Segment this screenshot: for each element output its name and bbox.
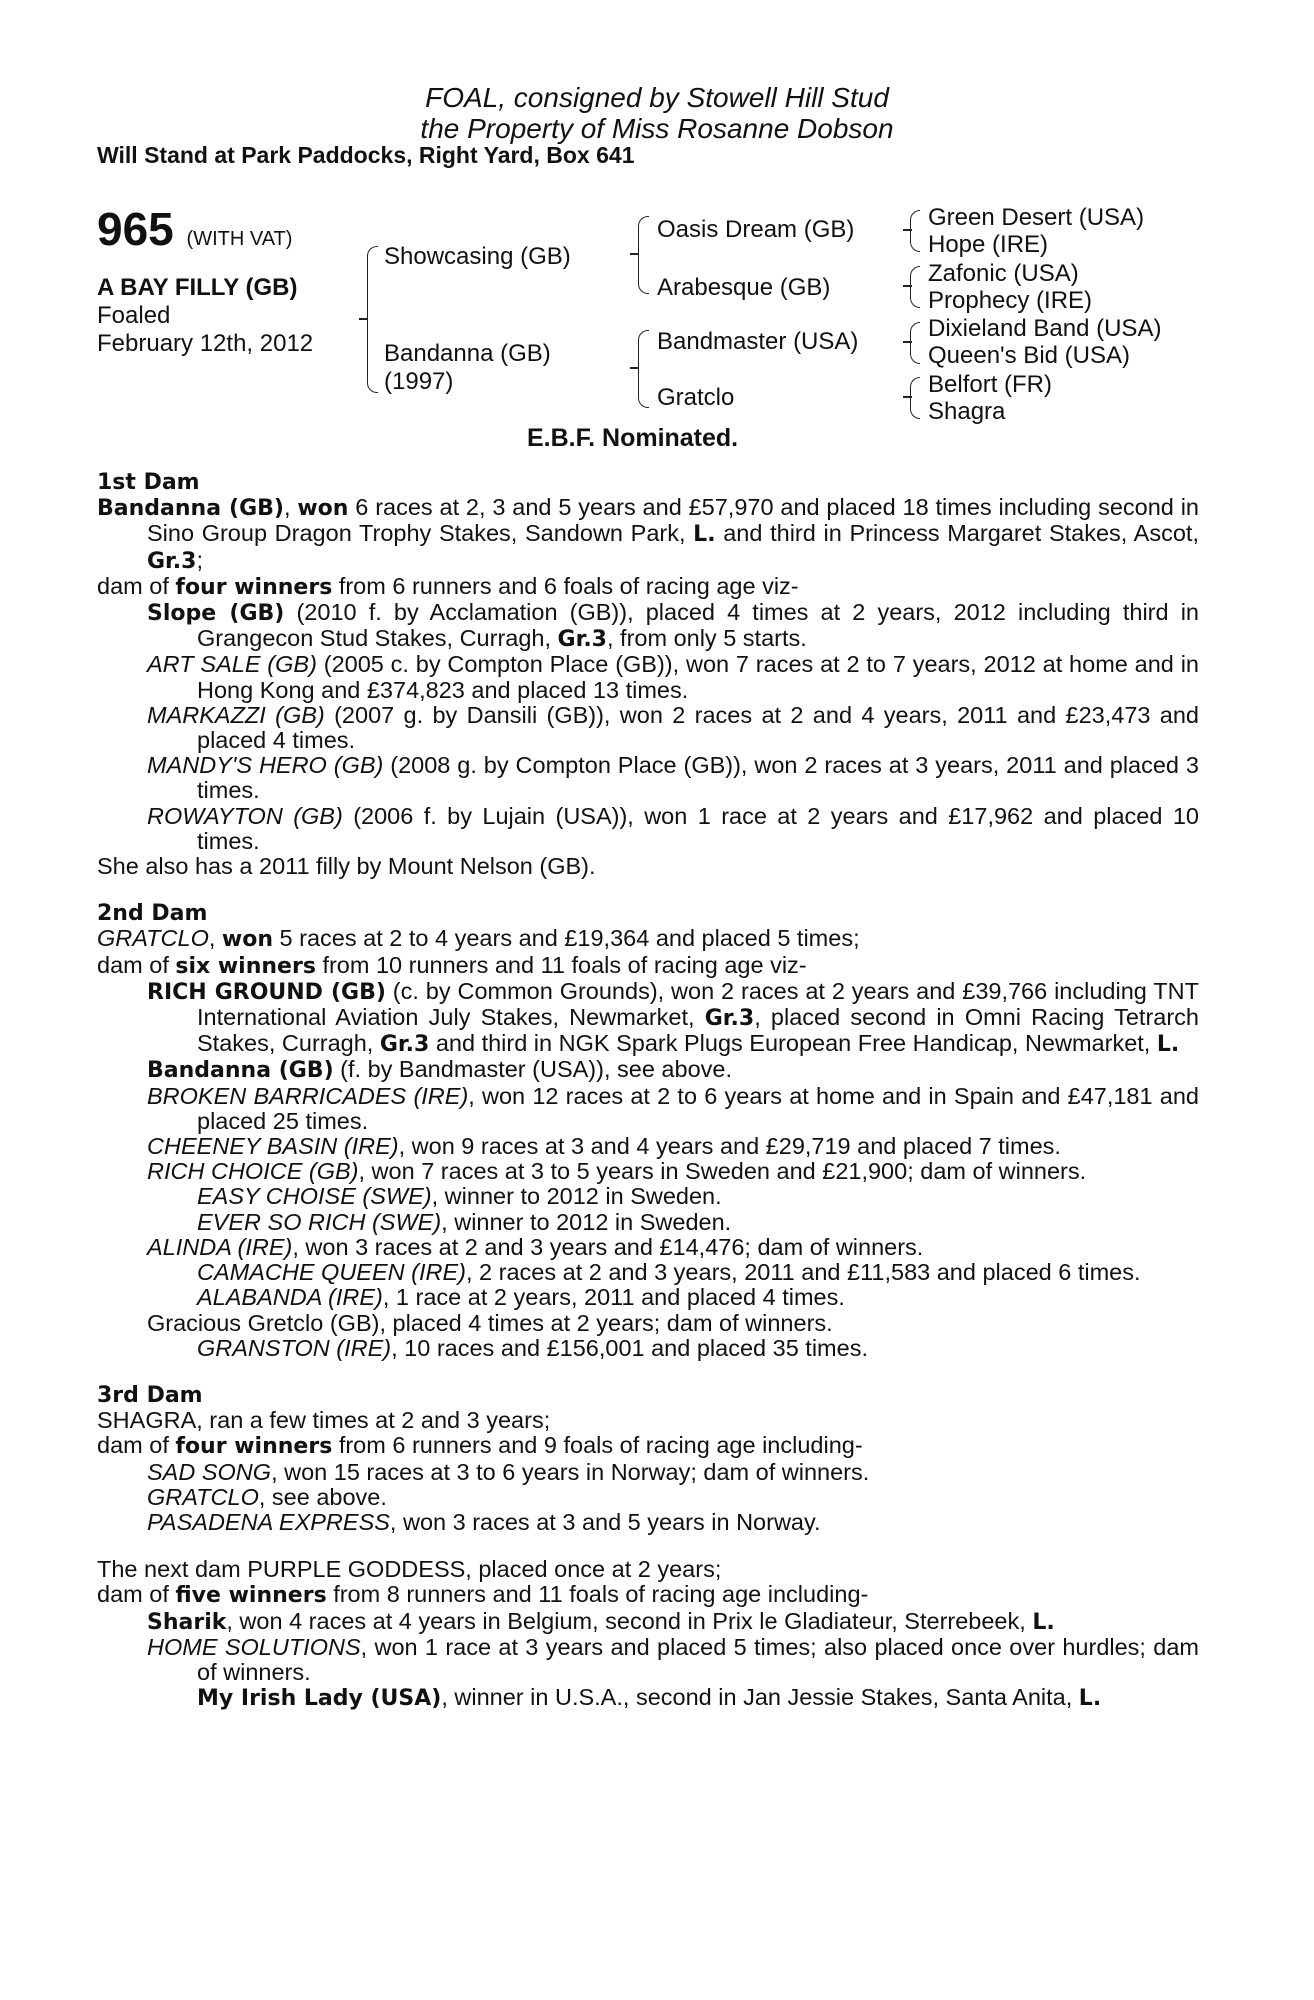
property-line: the Property of Miss Rosanne Dobson: [420, 113, 894, 144]
stand-location: Will Stand at Park Paddocks, Right Yard, Box 641: [97, 142, 635, 168]
first-dam-note: She also has a 2011 filly by Mount Nelson (GB).: [97, 853, 596, 880]
ped-g6: Queen's Bid (USA): [928, 342, 1130, 369]
produce-rich-ground: RICH GROUND (GB) (c. by Common Grounds), won 2 races at 2 years and £39,766 including TNT International Aviation July Stakes, Newmarket, Gr.3, placed second in Omni Racing Tetrarch Stakes, Curragh, Gr.3 and third in NGK Spark Plugs European Free Handicap, Newmarket, L.: [147, 977, 1199, 1058]
bracket-sire-line: [638, 216, 649, 294]
lot-number: 965: [97, 203, 174, 255]
ped-dam: Bandanna (GB): [384, 340, 551, 367]
first-dam-intro: Bandanna (GB), won 6 races at 2, 3 and 5 years and £57,970 and placed 18 times including second in Sino Group Dragon Trophy Stakes, Sandown Park, L. and third in Princess Margaret Stakes, Ascot, Gr.3;: [97, 494, 1200, 574]
ped-g2: Hope (IRE): [928, 231, 1049, 258]
lot-number-row: [97, 202, 292, 256]
third-dam-intro: SHAGRA, ran a few times at 2 and 3 years;: [97, 1407, 551, 1434]
produce-alabanda: ALABANDA (IRE), 1 race at 2 years, 2011 and placed 4 times.: [197, 1284, 845, 1311]
produce-ever-so-rich: EVER SO RICH (SWE), winner to 2012 in Sweden.: [197, 1208, 732, 1235]
ped-sire: Showcasing (GB): [384, 243, 571, 270]
foaled-date: February 12th, 2012: [97, 330, 314, 357]
bracket-sire-dam: [367, 246, 378, 393]
second-dam-intro: GRATCLO, won 5 races at 2 to 4 years and £19,364 and placed 5 times;: [97, 925, 860, 953]
ped-g8: Shagra: [928, 398, 1006, 425]
produce-alinda: ALINDA (IRE), won 3 races at 2 and 3 years and £14,476; dam of winners.: [147, 1233, 924, 1260]
produce-sharik: Sharik, won 4 races at 4 years in Belgium, second in Prix le Gladiateur, Sterrebeek, L.: [147, 1607, 1055, 1635]
ebf-nomination: E.B.F. Nominated.: [527, 424, 739, 452]
next-dam-produce-summary: dam of five winners from 8 runners and 11 foals of racing age including-: [97, 1581, 869, 1609]
produce-sad-song: SAD SONG, won 15 races at 3 to 6 years in Norway; dam of winners.: [147, 1458, 870, 1485]
produce-cheeney-basin: CHEENEY BASIN (IRE), won 9 races at 3 and 4 years and £29,719 and placed 7 times.: [147, 1133, 1061, 1160]
ped-sire-dam: Arabesque (GB): [657, 274, 831, 301]
ped-g3: Zafonic (USA): [928, 260, 1079, 287]
ped-g1: Green Desert (USA): [928, 204, 1145, 231]
produce-pasadena-express: PASADENA EXPRESS, won 3 races at 3 and 5 years in Norway.: [147, 1508, 821, 1535]
produce-slope: Slope (GB) (2010 f. by Acclamation (GB)), placed 4 times at 2 years, 2012 including third in Grangecon Stud Stakes, Curragh, Gr.3, from only 5 starts.: [147, 599, 1199, 653]
second-dam-produce-summary: dam of six winners from 10 runners and 11 foals of racing age viz-: [97, 951, 807, 979]
ped-sire-sire: Oasis Dream (GB): [657, 216, 855, 243]
produce-rich-choice: RICH CHOICE (GB), won 7 races at 3 to 5 years in Sweden and £21,900; dam of winners.: [147, 1158, 1087, 1185]
section-heading-first-dam: 1st Dam: [97, 470, 200, 495]
produce-gracious-gretclo: Gracious Gretclo (GB), placed 4 times at 2 years; dam of winners.: [147, 1309, 833, 1336]
produce-mandys-hero: MANDY'S HERO (GB) (2008 g. by Compton Place (GB)), won 2 races at 3 years, 2011 and placed 3 times.: [147, 752, 1199, 804]
ped-g4: Prophecy (IRE): [928, 287, 1093, 314]
produce-markazzi: MARKAZZI (GB) (2007 g. by Dansili (GB)), won 2 races at 2 and 4 years, 2011 and £23,473 and placed 4 times.: [147, 701, 1200, 754]
produce-bandanna: Bandanna (GB) (f. by Bandmaster (USA)), see above.: [147, 1056, 732, 1084]
ped-g5: Dixieland Band (USA): [928, 315, 1162, 342]
consignor-line: FOAL, consigned by Stowell Hill Stud: [425, 82, 889, 113]
next-dam-intro: The next dam PURPLE GODDESS, placed once at 2 years;: [97, 1556, 722, 1583]
bracket-dam-line: [638, 330, 649, 408]
produce-gratclo: GRATCLO, see above.: [147, 1483, 387, 1510]
produce-camache-queen: CAMACHE QUEEN (IRE), 2 races at 2 and 3 years, 2011 and £11,583 and placed 6 times.: [197, 1259, 1141, 1286]
ped-dam-year: (1997): [384, 368, 454, 395]
ped-g7: Belfort (FR): [928, 371, 1053, 398]
vat-label: (WITH VAT): [186, 228, 293, 250]
ped-dam-sire: Bandmaster (USA): [657, 328, 859, 355]
produce-easy-choise: EASY CHOISE (SWE), winner to 2012 in Sweden.: [197, 1183, 722, 1210]
section-heading-third-dam: 3rd Dam: [97, 1382, 203, 1408]
foaled-label: Foaled: [97, 302, 171, 329]
produce-broken-barricades: BROKEN BARRICADES (IRE), won 12 races at 2 to 6 years at home and in Spain and £47,181 and placed 25 times.: [147, 1082, 1199, 1134]
first-dam-produce-summary: dam of four winners from 6 runners and 6 foals of racing age viz-: [97, 572, 799, 600]
ped-dam-dam: Gratclo: [657, 384, 735, 411]
produce-home-solutions: HOME SOLUTIONS, won 1 race at 3 years and placed 5 times; also placed once over hurdles; dam of winners.: [147, 1633, 1199, 1685]
third-dam-produce-summary: dam of four winners from 6 runners and 9 foals of racing age including-: [97, 1432, 863, 1460]
lot-name: A BAY FILLY (GB): [97, 274, 298, 301]
section-heading-second-dam: 2nd Dam: [97, 901, 208, 927]
produce-my-irish-lady: My Irish Lady (USA), winner in U.S.A., second in Jan Jessie Stakes, Santa Anita, L.: [197, 1684, 1102, 1712]
produce-rowayton: ROWAYTON (GB) (2006 f. by Lujain (USA)), won 1 race at 2 years and £17,962 and placed 10 times.: [147, 802, 1199, 854]
catalogue-body: [97, 470, 1199, 1711]
produce-art-sale: ART SALE (GB) (2005 c. by Compton Place (GB)), won 7 races at 2 to 7 years, 2012 at home and in Hong Kong and £374,823 and placed 13 times.: [147, 651, 1199, 703]
produce-granston: GRANSTON (IRE), 10 races and £156,001 and placed 35 times.: [197, 1334, 868, 1361]
